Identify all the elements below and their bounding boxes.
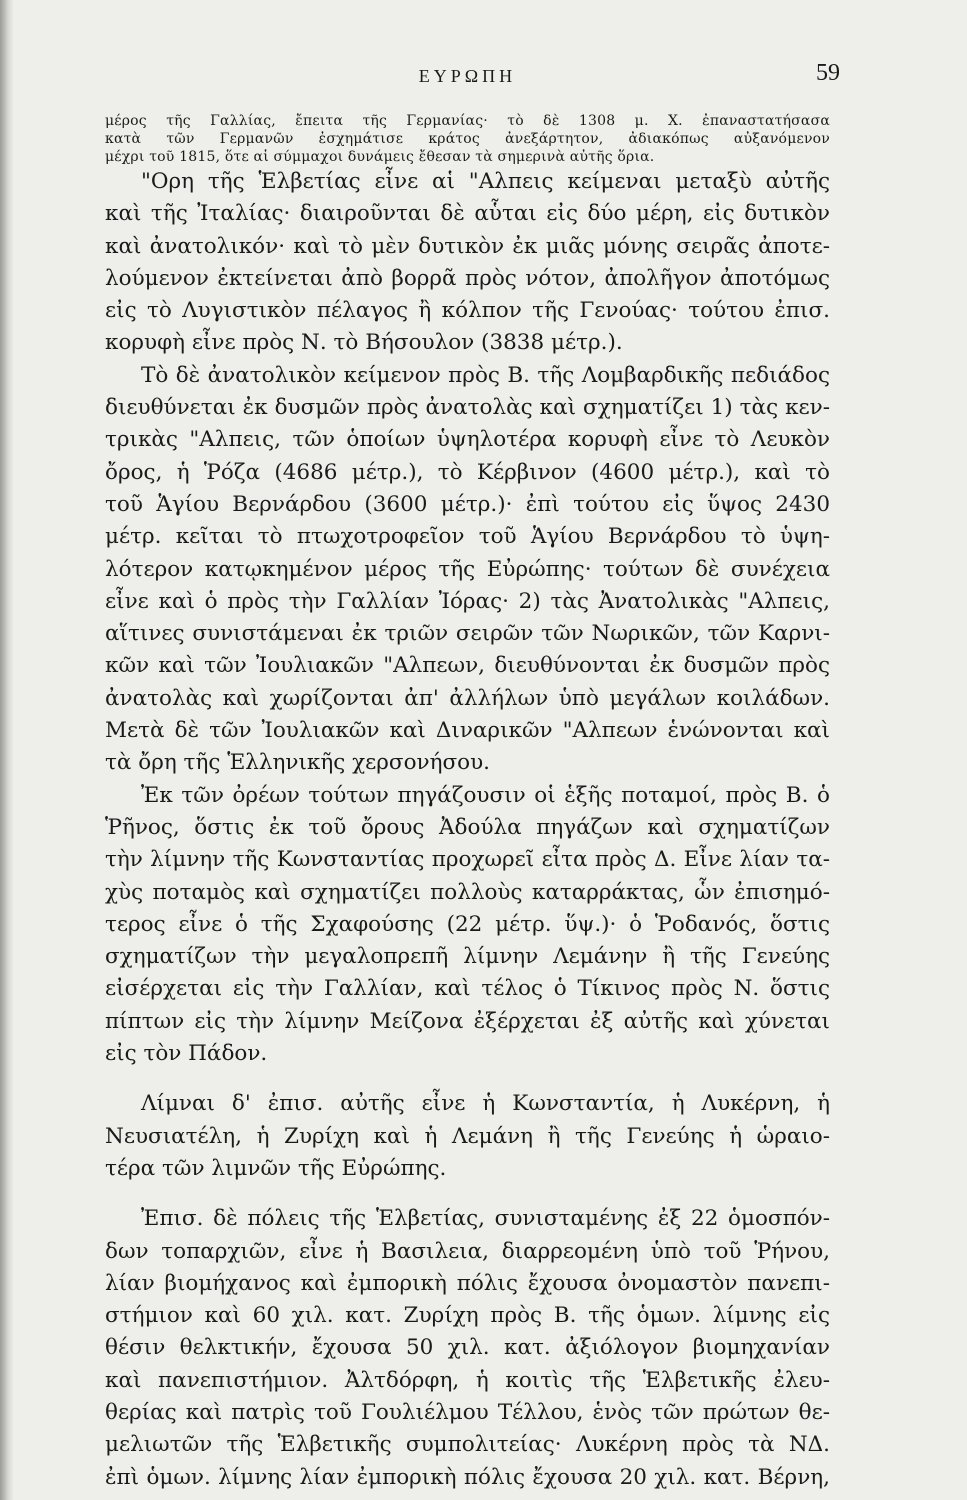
text-line: χὺς ποταμὸς καὶ σχηματίζει πολλοὺς καταρράκτας, ὧν ἐπισημό- — [105, 879, 830, 905]
text-line: στήμιον καὶ 60 χιλ. κατ. Ζυρίχη πρὸς Β. τῆς ὁμων. λίμνης εἰς — [105, 1303, 830, 1329]
text-line: αἵτινες συνιστάμεναι ἐκ τριῶν σειρῶν τῶν Νωρικῶν, τῶν Καρνι- — [105, 621, 830, 647]
text-line: πίπτων εἰς τὴν λίμνην Μείζονα ἐξέρχεται ἐξ αὐτῆς καὶ χύνεται — [105, 1008, 830, 1034]
text-line: λότερον κατῳκημένον μέρος τῆς Εὐρώπης· τούτων δὲ συνέχεια — [105, 556, 830, 582]
text-line: εἰς τὸ Λυγιστικὸν πέλαγος ἢ κόλπον τῆς Γενούας· τούτου ἐπισ. — [105, 298, 830, 324]
text-line: θερίας καὶ πατρὶς τοῦ Γουλιέλμου Τέλλου, ἑνὸς τῶν πρώτων θε- — [105, 1399, 830, 1425]
running-title: ΕΥΡΩΠΗ — [418, 66, 517, 86]
paragraph-gap — [105, 1185, 830, 1203]
text-line: τρικὰς "Αλπεις, τῶν ὁποίων ὑψηλοτέρα κορυφὴ εἶνε τὸ Λευκὸν — [105, 427, 830, 453]
text-line: θέσιν θελκτικήν, ἔχουσα 50 χιλ. κατ. ἀξιόλογον βιομηχανίαν — [105, 1335, 830, 1361]
text-line: ἀνατολὰς καὶ χωρίζονται ἀπ' ἀλλήλων ὑπὸ μεγάλων κοιλάδων. — [105, 685, 830, 711]
text-line: εἰσέρχεται εἰς τὴν Γαλλίαν, καὶ τέλος ὁ Τίκινος πρὸς Ν. ὅστις — [105, 976, 830, 1002]
text-line: λούμενον ἐκτείνεται ἀπὸ βορρᾶ πρὸς νότον, ἀπολῆγον ἀποτόμως — [105, 265, 830, 291]
text-line: Ῥῆνος, ὅστις ἐκ τοῦ ὄρους Ἀδούλα πηγάζων καὶ σχηματίζων — [105, 814, 830, 840]
text-line: μέρος τῆς Γαλλίας, ἔπειτα τῆς Γερμανίας· τὸ δὲ 1308 μ. Χ. ἐπαναστατήσασα — [105, 113, 830, 129]
text-line: "Ορη τῆς Ἑλβετίας εἶνε αἱ "Αλπεις κείμεναι μεταξὺ αὐτῆς — [141, 169, 830, 194]
text-line: Ἐκ τῶν ὀρέων τούτων πηγάζουσιν οἱ ἑξῆς ποταμοί, πρὸς Β. ὁ — [141, 782, 830, 808]
text-line: κῶν καὶ τῶν Ἰουλιακῶν "Αλπεων, διευθύνονται ἐκ δυσμῶν πρὸς — [105, 653, 830, 679]
text-line: ἐπὶ ὁμων. λίμνης λίαν ἐμπορικὴ πόλις ἔχουσα 20 χιλ. κατ. Βέρνη, — [105, 1464, 830, 1490]
text-line: μέτρ. κεῖται τὸ πτωχοτροφεῖον τοῦ Ἁγίου Βερνάρδου τὸ ὑψη- — [105, 524, 830, 550]
text-line: καὶ ἀνατολικόν· καὶ τὸ μὲν δυτικὸν ἐκ μιᾶς μόνης σειρᾶς ἀποτε- — [105, 233, 830, 259]
text-line: τὴν λίμνην τῆς Κωνσταντίας προχωρεῖ εἶτα πρὸς Δ. Εἶνε λίαν τα- — [105, 847, 830, 873]
text-line: κατὰ τῶν Γερμανῶν ἐσχημάτισε κράτος ἀνεξάρτητον, ἀδιακόπως αὐξανόμενον — [105, 131, 830, 147]
paragraph-gap — [105, 1070, 830, 1088]
text-line: μελιωτῶν τῆς Ἑλβετικῆς συμπολιτείας· Λυκέρνη πρὸς τὰ ΝΔ. — [105, 1432, 830, 1458]
page-header — [105, 60, 840, 96]
text-line: εἰς τὸν Πάδον. — [105, 1041, 268, 1067]
text-line: Ἐπισ. δὲ πόλεις τῆς Ἑλβετίας, συνισταμένης ἐξ 22 ὁμοσπόν- — [141, 1206, 830, 1232]
text-line: τερος εἶνε ὁ τῆς Σχαφούσης (22 μέτρ. ὕψ.)· ὁ Ῥοδανός, ὅστις — [105, 911, 830, 937]
text-line: Λίμναι δ' ἐπισ. αὐτῆς εἶνε ἡ Κωνσταντία, ἡ Λυκέρνη, ἡ — [141, 1091, 830, 1117]
text-line: ὄρος, ἡ Ῥόζα (4686 μέτρ.), τὸ Κέρβινον (4600 μέτρ.), καὶ τὸ — [105, 459, 830, 485]
text-line: δων τοπαρχιῶν, εἶνε ἡ Βασιλεια, διαρρεομένη ὑπὸ τοῦ Ῥήνου, — [105, 1238, 830, 1264]
text-line: Νευσιατέλη, ἡ Ζυρίχη καὶ ἡ Λεμάνη ἢ τῆς Γενεύης ἡ ὡραιο- — [105, 1123, 830, 1149]
text-line: κορυφὴ εἶνε πρὸς Ν. τὸ Βήσουλον (3838 μέτρ.). — [105, 330, 623, 356]
text-line: εἶνε καὶ ὁ πρὸς τὴν Γαλλίαν Ἰόρας· 2) τὰς Ἀνατολικὰς "Αλπεις, — [105, 588, 830, 614]
text-line: διευθύνεται ἐκ δυσμῶν πρὸς ἀνατολὰς καὶ σχηματίζει 1) τὰς κεν- — [105, 395, 830, 421]
text-line: καὶ τῆς Ἰταλίας· διαιροῦνται δὲ αὗται εἰς δύο μέρη, εἰς δυτικὸν — [105, 201, 830, 227]
text-line: τὰ ὄρη τῆς Ἑλληνικῆς χερσονήσου. — [105, 750, 491, 776]
body-text — [105, 112, 830, 1494]
text-line: καὶ πανεπιστήμιον. Ἀλτδόρφη, ἡ κοιτὶς τῆς Ἑλβετικῆς ἐλευ- — [105, 1367, 830, 1393]
page-number: 59 — [816, 60, 840, 86]
text-line: τοῦ Ἁγίου Βερνάρδου (3600 μέτρ.)· ἐπὶ τούτου εἰς ὕψος 2430 — [105, 491, 830, 517]
text-line: Μετὰ δὲ τῶν Ἰουλιακῶν καὶ Διναρικῶν "Αλπεων ἑνώνονται καὶ — [105, 718, 830, 744]
page-edge-shadow — [0, 0, 14, 1500]
text-line: σχηματίζων τὴν μεγαλοπρεπῆ λίμνην Λεμάνην ἢ τῆς Γενεύης — [105, 944, 830, 970]
text-line: λίαν βιομήχανος καὶ ἐμπορικὴ πόλις ἔχουσα ὀνομαστὸν πανεπι- — [105, 1270, 830, 1296]
text-line: τέρα τῶν λιμνῶν τῆς Εὐρώπης. — [105, 1155, 447, 1181]
text-line: Τὸ δὲ ἀνατολικὸν κείμενον πρὸς Β. τῆς Λομβαρδικῆς πεδιάδος — [141, 362, 830, 388]
text-line: μέχρι τοῦ 1815, ὅτε αἱ σύμμαχοι δυνάμεις ἔθεσαν τὰ σημερινὰ αὐτῆς ὅρια. — [105, 149, 655, 165]
